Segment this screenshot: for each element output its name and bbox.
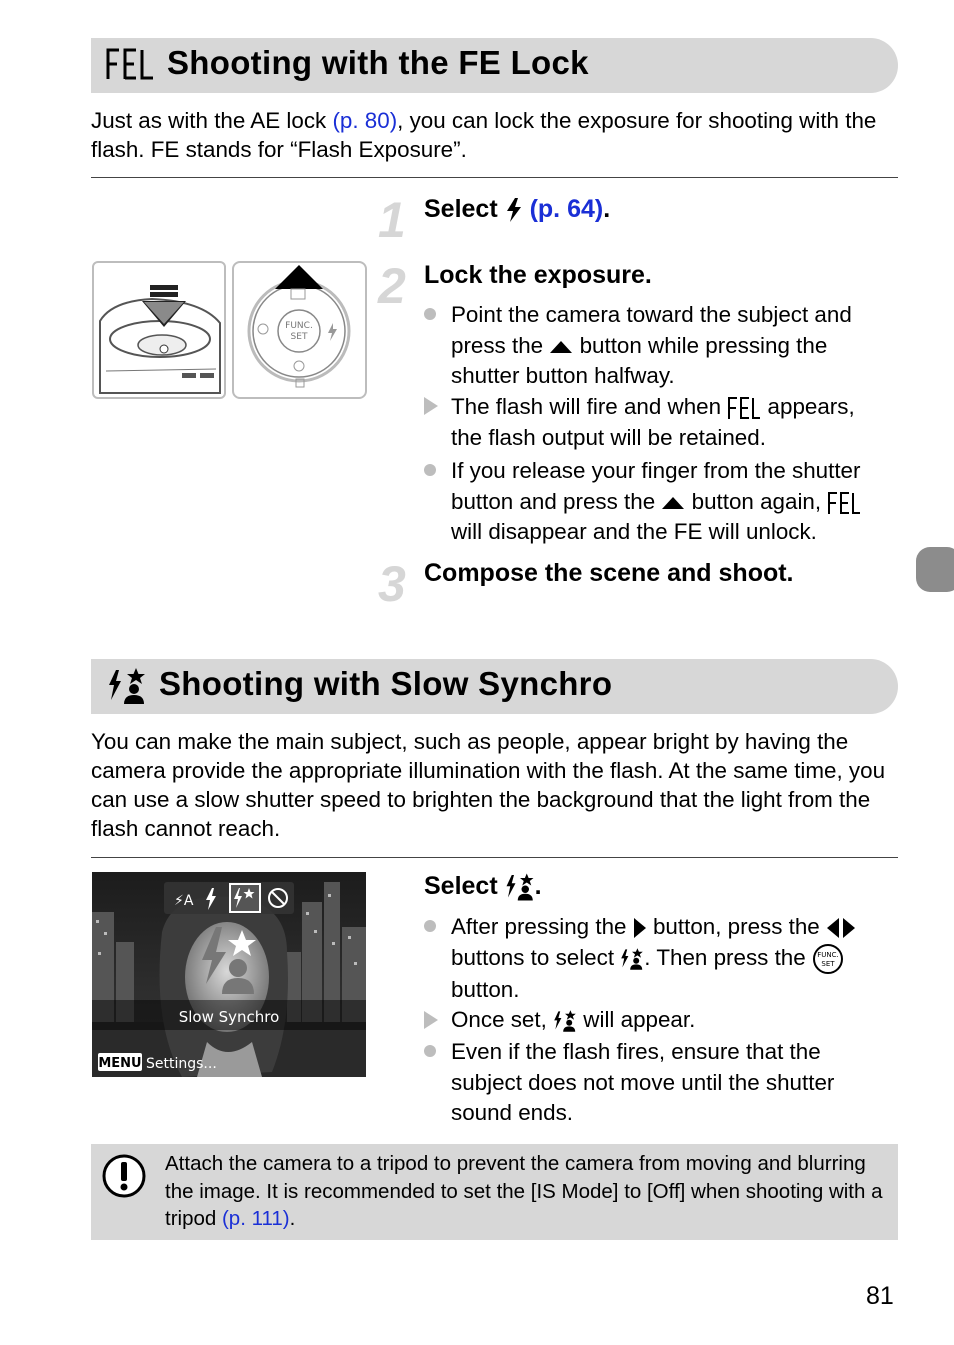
step-title: Select . — [424, 872, 542, 902]
slow-synchro-icon — [107, 667, 147, 705]
page-link[interactable]: (p. 64) — [529, 195, 604, 223]
flash-on-icon — [505, 197, 523, 223]
bullet-circle — [424, 308, 436, 320]
bullet-circle — [424, 464, 436, 476]
divider — [91, 177, 898, 178]
page-number: 81 — [866, 1282, 894, 1310]
section-title: Shooting with Slow Synchro — [159, 665, 613, 702]
slow-synchro-icon — [553, 1009, 577, 1033]
menu-settings-text: Settings... — [146, 1056, 217, 1072]
step-number: 2 — [378, 258, 406, 314]
func-set-button-icon — [812, 943, 844, 975]
step-number: 3 — [378, 556, 406, 612]
bullet-circle — [424, 920, 436, 932]
page-link[interactable]: (p. 80) — [332, 108, 398, 133]
bullet-text: Point the camera toward the subject and press the button while pressing the shutter button halfway. — [451, 302, 852, 388]
fe-lock-icon — [105, 47, 155, 81]
bullet-text: Even if the flash fires, ensure that the subject does not move until the shutter sound ends. — [451, 1039, 835, 1125]
bullet-arrow — [424, 397, 438, 415]
svg-text:FUNC.: FUNC. — [817, 950, 839, 959]
bullet-circle — [424, 1045, 436, 1057]
bullet-text: After pressing the button, press the buttons to select . Then press the FUNC. SET button. — [451, 912, 901, 1005]
section-title: Shooting with the FE Lock — [167, 44, 589, 81]
caution-box — [91, 1144, 898, 1240]
lcd-mode-label: Slow Synchro — [178, 1008, 280, 1026]
up-arrow-button-icon — [661, 496, 685, 510]
svg-text:SET: SET — [821, 959, 835, 968]
bullet-text: The flash will fire and when appears, the flash output will be retained. — [451, 394, 855, 450]
shutter-button-illustration — [92, 261, 226, 399]
page-link[interactable]: (p. 111) — [221, 1207, 290, 1230]
caution-icon — [101, 1153, 147, 1199]
divider — [91, 857, 898, 858]
step-title: Compose the scene and shoot. — [424, 559, 794, 587]
step-title: Select (p. 64). — [424, 195, 611, 223]
svg-text:FUNC.: FUNC. — [285, 321, 313, 331]
caution-text: Attach the camera to a tripod to prevent the camera from moving and blurring the image. It is recommended to set the [IS Mode] to [Off] when shooting with a tripod (p. 111). — [165, 1152, 883, 1230]
slow-synchro-icon — [505, 872, 535, 902]
svg-text:SET: SET — [290, 332, 308, 342]
step-title: Lock the exposure. — [424, 261, 652, 289]
up-arrow-button-icon — [549, 340, 573, 354]
step-number: 1 — [378, 192, 406, 248]
section-banner-fe-lock — [91, 38, 898, 93]
left-right-arrow-buttons-icon — [826, 917, 856, 939]
menu-button-label: MENU — [98, 1056, 142, 1071]
bullet-arrow — [424, 1011, 438, 1029]
chapter-tab — [916, 547, 954, 592]
lcd-screen-image — [92, 872, 366, 1077]
intro-paragraph: Just as with the AE lock (p. 80), you can lock the exposure for shooting with the flash. FE stands for “Flash Exposure”. — [91, 108, 877, 162]
bullet-text: Once set, will appear. — [451, 1007, 696, 1032]
control-dial-illustration — [232, 261, 367, 399]
bullet-text: If you release your finger from the shutter button and press the button again, will disappear and the FE will unlock. — [451, 458, 861, 544]
svg-text:⚡A: ⚡A — [174, 893, 194, 909]
slow-synchro-icon — [620, 947, 644, 971]
fe-lock-icon — [827, 491, 861, 515]
intro-paragraph: You can make the main subject, such as people, appear bright by having the camera provide the appropriate illumination with the flash. At the same time, you can use a slow shutter speed to brighten the background that the light from the flash cannot reach. — [91, 729, 886, 841]
fe-lock-icon — [727, 396, 761, 420]
section-banner-slow-synchro — [91, 659, 898, 714]
right-arrow-button-icon — [633, 917, 647, 939]
